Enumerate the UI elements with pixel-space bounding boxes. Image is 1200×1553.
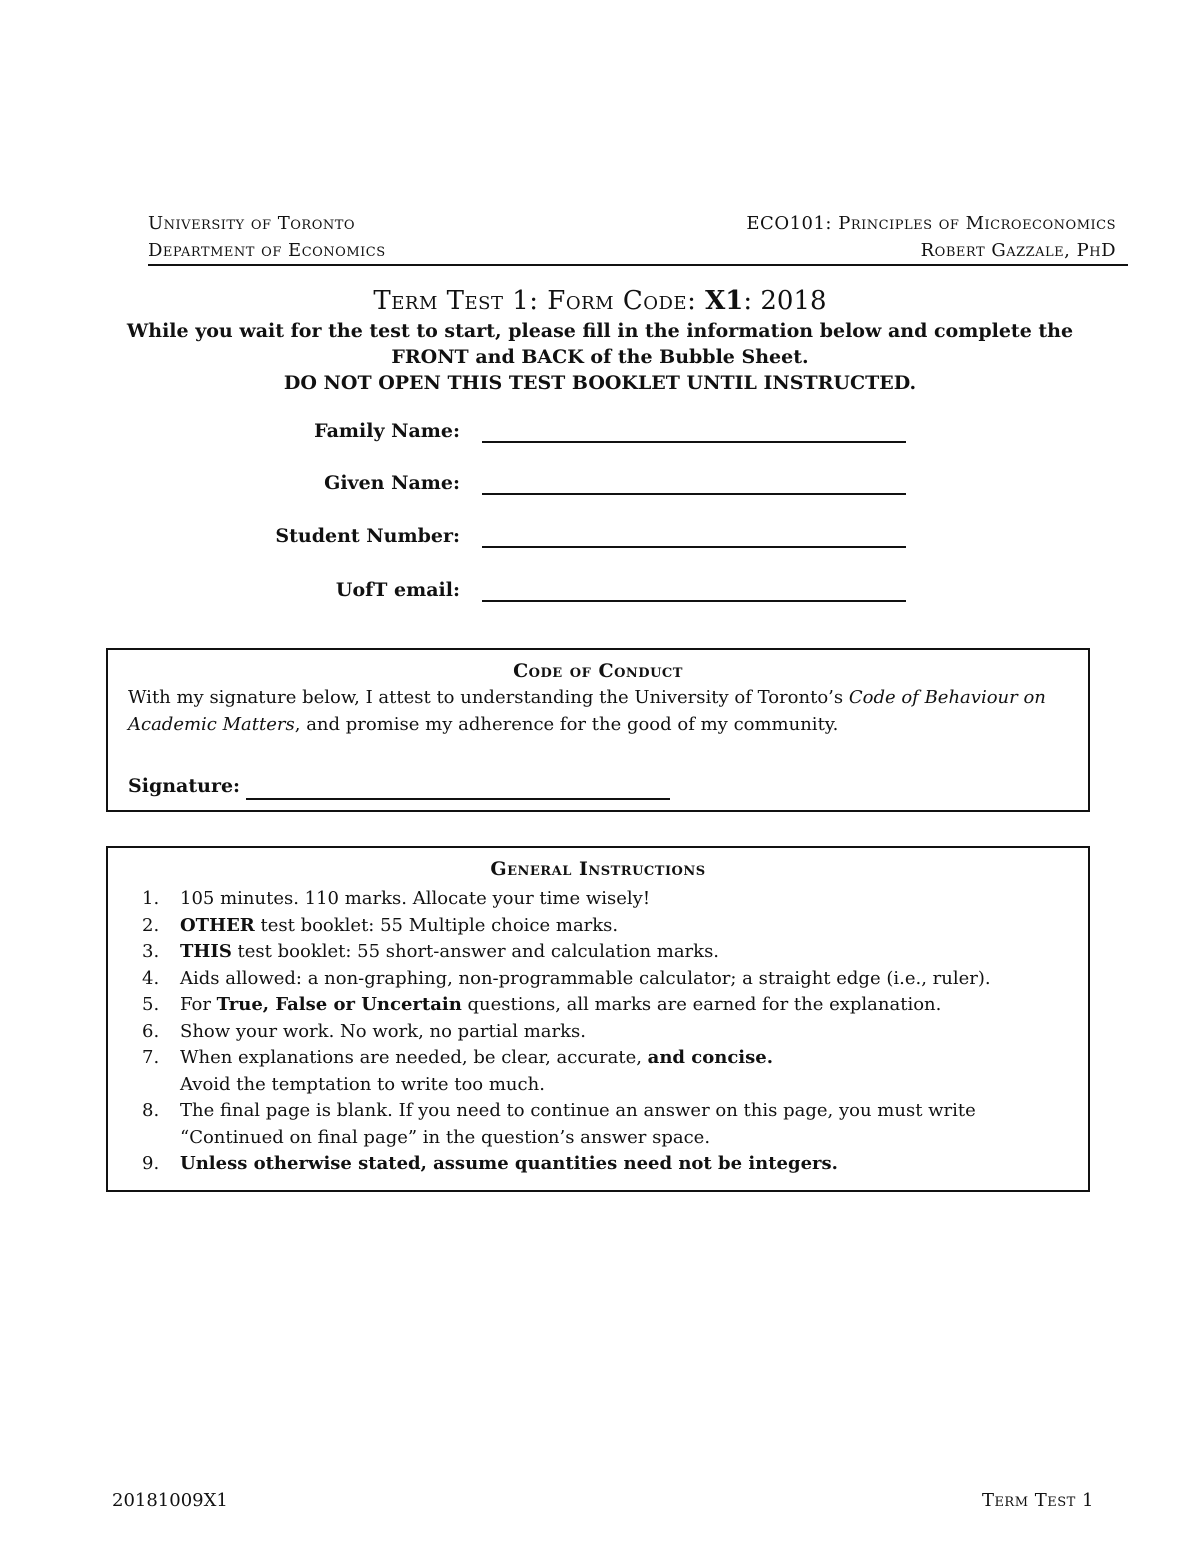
university-name: University of Toronto	[148, 213, 356, 234]
student-number-line[interactable]	[482, 546, 906, 548]
course-name: ECO101: Principles of Microeconomics	[746, 213, 1116, 234]
instruction-number: 3.	[142, 941, 160, 962]
code-of-conduct-box	[106, 648, 1090, 812]
general-instructions-title: General Instructions	[490, 858, 706, 880]
and-label: and	[468, 346, 522, 368]
title-block	[100, 284, 1100, 396]
instruction-bold: THIS	[180, 941, 232, 962]
general-instructions-box	[106, 846, 1090, 1192]
student-number-label: Student Number:	[275, 525, 460, 547]
instruction-number: 1.	[142, 888, 160, 909]
instruction-pre: When explanations are needed, be clear, accurate,	[180, 1047, 648, 1068]
instruction-number: 4.	[142, 967, 160, 989]
instruction-text: questions, all marks are earned for the explanation.	[461, 994, 942, 1015]
instruction-item-9	[108, 1151, 1088, 1178]
instruction-item-4	[108, 966, 1088, 993]
page-title	[100, 284, 1100, 318]
instruction-item-6	[108, 1019, 1088, 1046]
instruction-text: test booklet: 55 Multiple choice marks.	[254, 914, 619, 936]
code-of-conduct-title: Code of Conduct	[513, 660, 683, 682]
form-code: X1	[705, 286, 744, 316]
family-name-field[interactable]	[200, 420, 910, 450]
signature-label: Signature:	[128, 775, 241, 797]
instruction-bold: OTHER	[180, 914, 255, 936]
uoft-email-label: UofT email:	[335, 579, 460, 601]
instruction-text: Show your work. No work, no partial marks.	[180, 1020, 587, 1042]
footer-test-name: Term Test 1	[981, 1490, 1094, 1511]
uoft-email-line[interactable]	[482, 600, 906, 602]
department-name: Department of Economics	[148, 240, 386, 261]
instruction-text: The final page is blank. If you need to continue an answer on this page, you must write	[180, 1100, 976, 1121]
title-prefix: Term Test 1: Form Code:	[373, 286, 706, 316]
front-label: FRONT	[391, 346, 469, 368]
instruction-pre: For	[180, 994, 217, 1015]
conduct-text-before: With my signature below, I attest to understanding the University of Toronto’s	[128, 687, 849, 708]
instruction-item-5	[108, 992, 1088, 1019]
family-name-line[interactable]	[482, 441, 906, 443]
signature-line[interactable]	[246, 798, 670, 800]
instruction-line-2: Avoid the temptation to write too much.	[180, 1073, 545, 1095]
given-name-line[interactable]	[482, 493, 906, 495]
instruction-bold: Unless otherwise stated, assume quantities need not be integers.	[180, 1153, 838, 1174]
footer-form-id: 20181009X1	[112, 1490, 228, 1511]
uoft-email-field[interactable]	[200, 579, 910, 609]
bubble-sheet-label: of the Bubble Sheet.	[583, 346, 809, 368]
instruction-bold: and concise.	[647, 1047, 773, 1068]
code-of-conduct-text	[128, 684, 1070, 738]
given-name-field[interactable]	[200, 472, 910, 502]
wait-instructions-line-1: While you wait for the test to start, please fill in the information below and complete the	[126, 320, 1074, 342]
instruction-text: 105 minutes. 110 marks. Allocate your time wisely!	[180, 888, 651, 909]
given-name-label: Given Name:	[324, 472, 460, 494]
instruction-number: 2.	[142, 914, 160, 936]
instruction-text: test booklet: 55 short-answer and calculation marks.	[231, 941, 720, 962]
header-row-2	[148, 237, 1128, 264]
instructor-name: Robert Gazzale, PhD	[920, 240, 1116, 261]
back-label: BACK	[521, 346, 584, 368]
instructions-list	[108, 886, 1088, 1178]
family-name-label: Family Name:	[314, 420, 460, 442]
conduct-text-italic: Code of Behaviour on Academic Matters	[128, 687, 1046, 735]
instruction-item-8	[108, 1098, 1088, 1151]
do-not-open-warning: DO NOT OPEN THIS TEST BOOKLET UNTIL INSTRUCTED.	[283, 372, 917, 394]
conduct-text-after: , and promise my adherence for the good of my community.	[294, 714, 839, 735]
title-suffix: : 2018	[743, 286, 827, 316]
instruction-item-3	[108, 939, 1088, 966]
instruction-bold: True, False or Uncertain	[216, 994, 462, 1015]
instruction-text: Aids allowed: a non-graphing, non-programmable calculator; a straight edge (i.e., ruler).	[180, 967, 991, 989]
instruction-number: 7.	[142, 1047, 160, 1068]
student-number-field[interactable]	[200, 525, 910, 555]
instruction-number: 6.	[142, 1020, 160, 1042]
header-row-1	[148, 210, 1128, 237]
instruction-item-7	[108, 1045, 1088, 1098]
instruction-line-2: “Continued on final page” in the question’s answer space.	[180, 1126, 711, 1148]
instruction-item-1	[108, 886, 1088, 913]
wait-instructions-line-2	[100, 344, 1100, 370]
instruction-number: 5.	[142, 994, 160, 1015]
instruction-number: 9.	[142, 1153, 160, 1174]
header-divider	[148, 264, 1128, 266]
page-header	[148, 210, 1128, 264]
instruction-number: 8.	[142, 1100, 160, 1121]
instruction-item-2	[108, 913, 1088, 940]
